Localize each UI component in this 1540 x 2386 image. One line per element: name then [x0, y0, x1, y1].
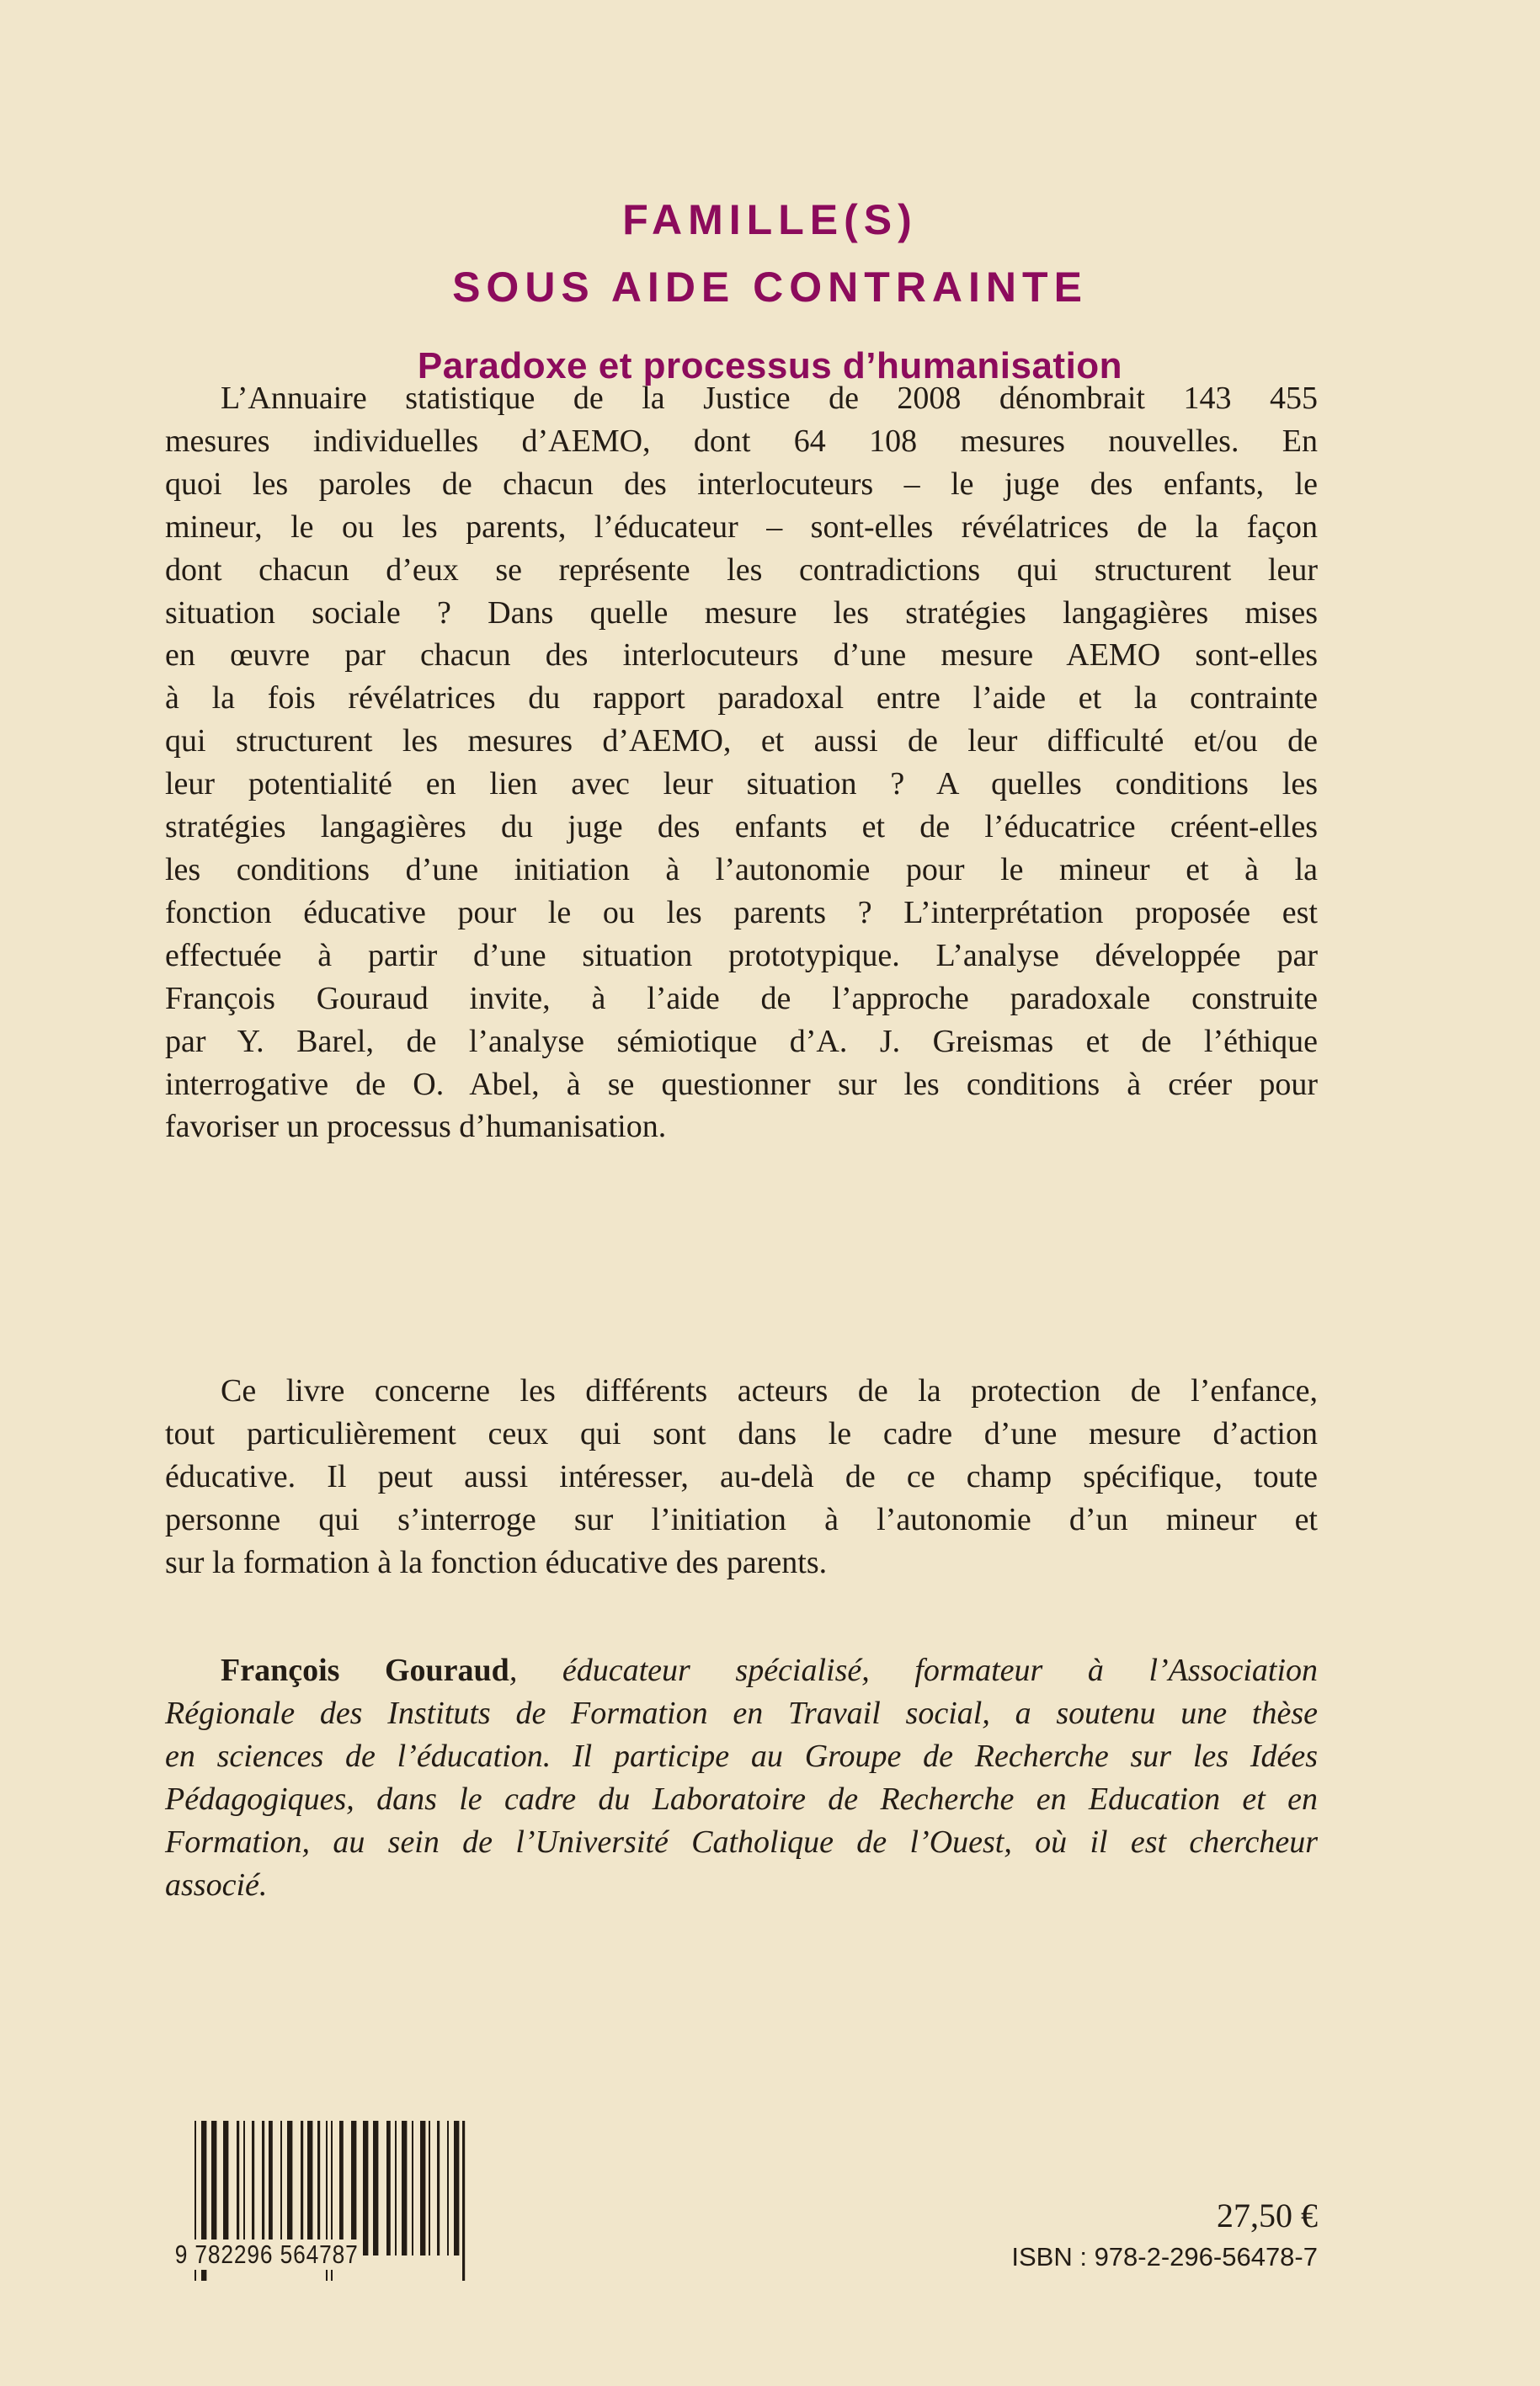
barcode-bar [402, 2121, 407, 2256]
book-subtitle: Paradoxe et processus d’humanisation [417, 345, 1123, 386]
barcode-bar [429, 2121, 430, 2256]
book-title-line1: FAMILLE(S) [622, 196, 918, 243]
barcode-bar [395, 2121, 397, 2256]
barcode-bar [363, 2121, 368, 2256]
text-line: associé. [165, 1867, 268, 1903]
text-line: les conditions d’une initiation à l’autonomie pour le mineur et à la [165, 851, 1318, 887]
text-line: qui structurent les mesures d’AEMO, et aussi de leur difficulté et/ou de [165, 723, 1318, 759]
text-line: à la fois révélatrices du rapport paradoxal entre l’aide et la contrainte [165, 680, 1318, 716]
book-title-line2: SOUS AIDE CONTRAINTE [452, 264, 1088, 311]
barcode-bar [252, 2121, 254, 2256]
summary-paragraph-1 [165, 377, 1318, 1148]
text-line: fonction éducative pour le ou les parents ? L’interprétation proposée est [165, 894, 1318, 930]
text-line: Ce livre concerne les différents acteurs de la protection de l’enfance, [221, 1373, 1318, 1409]
barcode-bar [420, 2121, 425, 2256]
text-line: favoriser un processus d’humanisation. [165, 1109, 667, 1145]
barcode-bar [386, 2121, 391, 2256]
barcode-bar [243, 2121, 245, 2256]
barcode-bar [211, 2121, 216, 2256]
text-line: par Y. Barel, de l’analyse sémiotique d’A. J. Greismas et de l’éthique [165, 1023, 1318, 1059]
barcode-digits: 9 782296 564787 [174, 2240, 359, 2269]
text-line: tout particulièrement ceux qui sont dans le cadre d’une mesure d’action [165, 1415, 1318, 1451]
text-line: stratégies langagières du juge des enfants et de l’éducatrice créent-elles [165, 809, 1318, 845]
text-line: Régionale des Instituts de Formation en Travail social, a soutenu une thèse [165, 1695, 1318, 1731]
text-line: en sciences de l’éducation. Il participe au Groupe de Recherche sur les Idées [165, 1738, 1318, 1774]
text-line: Pédagogiques, dans le cadre du Laboratoire de Recherche en Education et en [165, 1781, 1318, 1817]
barcode-bar [317, 2121, 320, 2256]
text-line: François Gouraud invite, à l’aide de l’approche paradoxale construite [165, 980, 1318, 1016]
author-name: François Gouraud [221, 1653, 509, 1688]
barcode-bar [262, 2121, 264, 2256]
barcode-bar [301, 2121, 303, 2256]
text-line: quoi les paroles de chacun des interlocuteurs – le juge des enfants, le [165, 466, 1318, 502]
text-line: mineur, le ou les parents, l’éducateur – sont-elles révélatrices de la façon [165, 509, 1318, 545]
bio-line [165, 1649, 1318, 1692]
barcode-bar [351, 2121, 356, 2256]
barcode-bar [307, 2121, 312, 2256]
text-line: L’Annuaire statistique de la Justice de 2008 dénombrait 143 455 [221, 381, 1318, 416]
text-line: effectuée à partir d’une situation prototypique. L’analyse développée par [165, 937, 1318, 973]
text-line: mesures individuelles d’AEMO, dont 64 108 mesures nouvelles. En [165, 423, 1318, 459]
barcode-bar [462, 2121, 465, 2281]
isbn: ISBN : 978-2-296-56478-7 [1011, 2242, 1318, 2271]
barcode-bar [280, 2121, 282, 2256]
text-line: en œuvre par chacun des interlocuteurs d’une mesure AEMO sont-elles [165, 637, 1318, 674]
author-bio [165, 1649, 1318, 1906]
barcode-bar [287, 2121, 292, 2256]
text-line: Formation, au sein de l’Université Catholique de l’Ouest, où il est chercheur [165, 1824, 1318, 1860]
barcode-bar [454, 2121, 459, 2256]
text-line: dont chacun d’eux se représente les contradictions qui structurent leur [165, 551, 1318, 588]
text-line: interrogative de O. Abel, à se questionner sur les conditions à créer pour [165, 1066, 1318, 1102]
price: 27,50 € [1217, 2197, 1318, 2234]
barcode-bar [237, 2121, 239, 2256]
barcode-bar [269, 2121, 273, 2256]
text-line: éducative. Il peut aussi intéresser, au-delà de ce champ spécifique, toute [165, 1458, 1318, 1494]
text-line: sur la formation à la fonction éducative des parents. [165, 1544, 828, 1580]
barcode-bar [339, 2121, 344, 2256]
barcode-bar [373, 2121, 378, 2256]
barcode-bar [447, 2121, 449, 2256]
barcode-bar [412, 2121, 413, 2256]
text-line: leur potentialité en lien avec leur situation ? A quelles conditions les [165, 766, 1318, 802]
bio-text: , éducateur spécialisé, formateur à l’Association [509, 1653, 1318, 1688]
text-line: situation sociale ? Dans quelle mesure les stratégies langagières mises [165, 594, 1318, 631]
text-line: personne qui s’interroge sur l’initiation à l’autonomie d’un mineur et [165, 1501, 1318, 1537]
barcode-bar [223, 2121, 228, 2256]
bio-rest [165, 1692, 1318, 1907]
summary-paragraph-2 [165, 1370, 1318, 1584]
barcode-bar [437, 2121, 440, 2256]
